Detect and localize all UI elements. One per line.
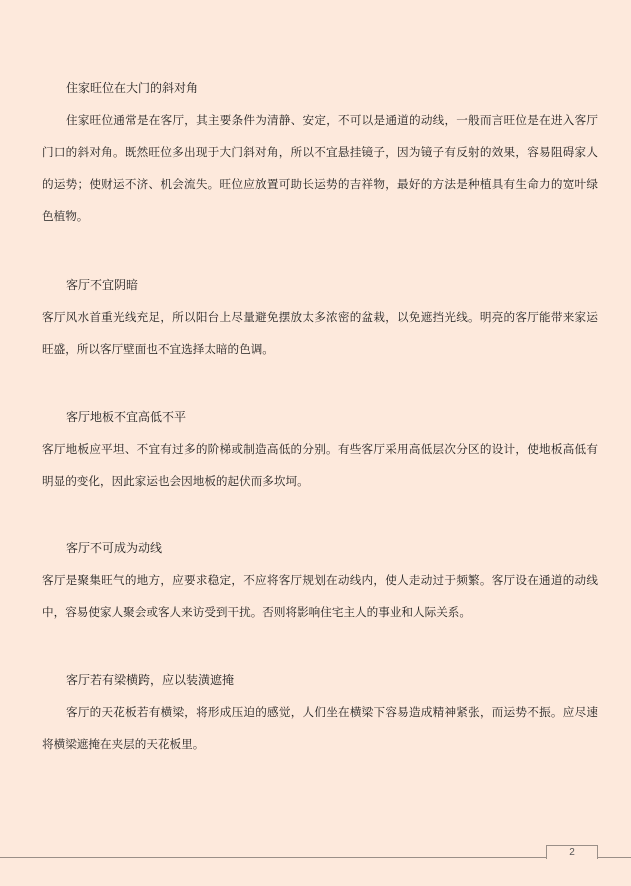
section-heading: 住家旺位在大门的斜对角 [66,81,199,95]
section-living-room-not-dark [42,277,598,365]
section-body: 客厅是聚集旺气的地方，应要求稳定，不应将客厅规划在动线内，使人走动过于频繁。客厅设在通道的动线中，容易使家人聚会或客人来访受到干扰。否则将影响住宅主人的事业和人际关系。 [42,573,598,619]
section-body: 住家旺位通常是在客厅，其主要条件为清静、安定，不可以是通道的动线，一般而言旺位是在进入客厅门口的斜对角。既然旺位多出现于大门斜对角，所以不宜悬挂镜子，因为镜子有反射的效果，容易阻碍家人的运势；使财运不济、机会流失。旺位应放置可助长运势的吉祥物，最好的方法是种植具有生命力的宽叶绿色植物。 [42,113,598,223]
section-body: 客厅风水首重光线充足，所以阳台上尽量避免摆放太多浓密的盆栽，以免遮挡光线。明亮的客厅能带来家运旺盛，所以客厅壁面也不宜选择太暗的色调。 [42,310,598,356]
footer-divider [0,857,631,858]
page-number: 2 [546,845,598,859]
section-floor-level [42,409,598,497]
section-heading: 客厅不可成为动线 [66,541,163,555]
section-heading: 客厅地板不宜高低不平 [66,410,187,424]
section-ceiling-beam [42,672,598,760]
section-not-a-walkway [42,540,598,628]
section-wealth-position [42,80,598,232]
section-heading: 客厅不宜阴暗 [66,278,139,292]
section-body: 客厅地板应平坦、不宜有过多的阶梯或制造高低的分别。有些客厅采用高低层次分区的设计，使地板高低有明显的变化，因此家运也会因地板的起伏而多坎坷。 [42,442,598,488]
section-heading: 客厅若有梁横跨，应以装潢遮掩 [66,673,235,687]
section-body: 客厅的天花板若有横梁，将形成压迫的感觉，人们坐在横梁下容易造成精神紧张，而运势不振。应尽速将横梁遮掩在夹层的天花板里。 [42,705,598,751]
